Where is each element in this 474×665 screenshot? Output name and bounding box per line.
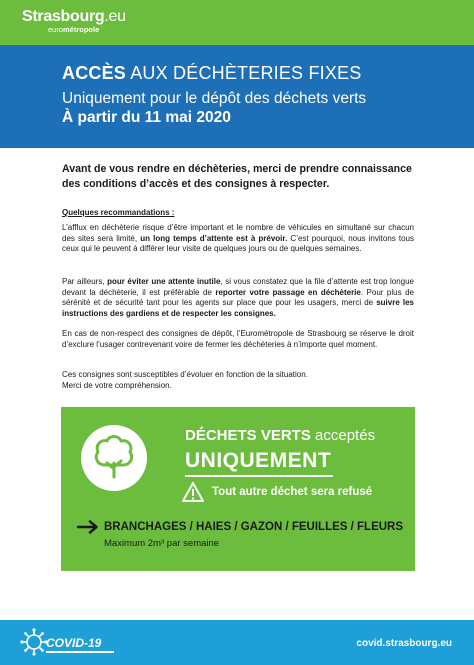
green-box-title [185, 427, 375, 444]
paragraph-avoid-waiting [62, 277, 414, 319]
page-title [62, 63, 361, 84]
only-label: UNIQUEMENT [185, 449, 332, 472]
tree-badge [81, 425, 147, 491]
p2-text-c: , si vous constatez que la file d’attente est trop longue devant la déchèterie, il est préférable de [62, 277, 414, 297]
p1-text-b: un long temps d’attente est à prévoir. [140, 233, 288, 243]
website-link[interactable]: covid.strasbourg.eu [356, 638, 452, 649]
paragraph-waiting-time [62, 223, 414, 255]
p2-text-a: Par ailleurs, [62, 277, 108, 286]
covid-underline [46, 651, 114, 653]
paragraph-non-respect: En cas de non-respect des consignes de dépôt, l’Eurométropole de Strasbourg se réserve le droit d’exclure l’usager contrevenant voire de fermer les déchèteries à n’importe quel moment. [62, 329, 414, 349]
weekly-maximum: Maximum 2m³ par semaine [104, 538, 220, 549]
title-rest: AUX DÉCHÈTERIES FIXES [126, 63, 362, 83]
covid-label: COVID-19 [46, 636, 102, 650]
p2-text-d: reporter votre passage en déchèterie [215, 287, 361, 297]
virus-icon [20, 628, 48, 656]
logo-dot-text: .eu [104, 8, 126, 25]
arrow-right-icon [77, 520, 99, 534]
logo-main-text: Strasbourg [22, 8, 105, 25]
p2-text-f: suivre les instructions des gardiens et de respecter les consignes. [62, 298, 414, 318]
hero-subtitle: Uniquement pour le dépôt des déchets verts [62, 90, 367, 107]
green-box-title-bold: DÉCHETS VERTS [185, 427, 311, 444]
paragraph-evolution [62, 370, 414, 391]
header-bar [0, 0, 474, 45]
recommendations-title: Quelques recommandations : [62, 208, 175, 217]
strasbourg-logo[interactable] [22, 9, 126, 34]
refusal-warning: Tout autre déchet sera refusé [212, 486, 373, 498]
intro-text: Avant de vous rendre en déchèteries, merci de prendre connaissance des conditions d’accès et des consignes à respecter. [62, 163, 412, 191]
p1-text-a: L’afflux en déchèterie risque d’être important et le nombre de véhicules en simultané sur chacun des sites sera limité, [62, 223, 414, 243]
p2-text-b: pour éviter une attente inutile [107, 277, 221, 286]
p2-text-e: . Pour plus de sérénité et de sécurité tant pour les agents sur place que pour les usagers, merci de [62, 287, 414, 308]
accepted-waste-types: BRANCHAGES / HAIES / GAZON / FEUILLES / FLEURS [104, 521, 404, 533]
title-bold: ACCÈS [62, 63, 127, 83]
green-box-title-rest: acceptés [310, 427, 376, 444]
tree-icon [81, 425, 147, 491]
p1-text-c: C’est pourquoi, nous invitons tous ceux qui le peuvent à différer leur visite de quelques jours ou de quelques semaines. [62, 233, 415, 254]
warning-icon [181, 480, 205, 504]
p4-text-a: Ces consignes sont susceptibles d’évoluer en fonction de la situation. [62, 370, 308, 379]
p4-text-b: Merci de votre compréhension. [62, 380, 172, 390]
hero-banner [0, 45, 474, 148]
hero-date: À partir du 11 mai 2020 [62, 109, 231, 126]
only-underline [185, 475, 333, 477]
logo-sub-text-1: euro [48, 25, 64, 34]
green-waste-box [61, 407, 415, 571]
logo-sub-text-2: métropole [63, 25, 100, 34]
footer-bar [0, 620, 474, 665]
